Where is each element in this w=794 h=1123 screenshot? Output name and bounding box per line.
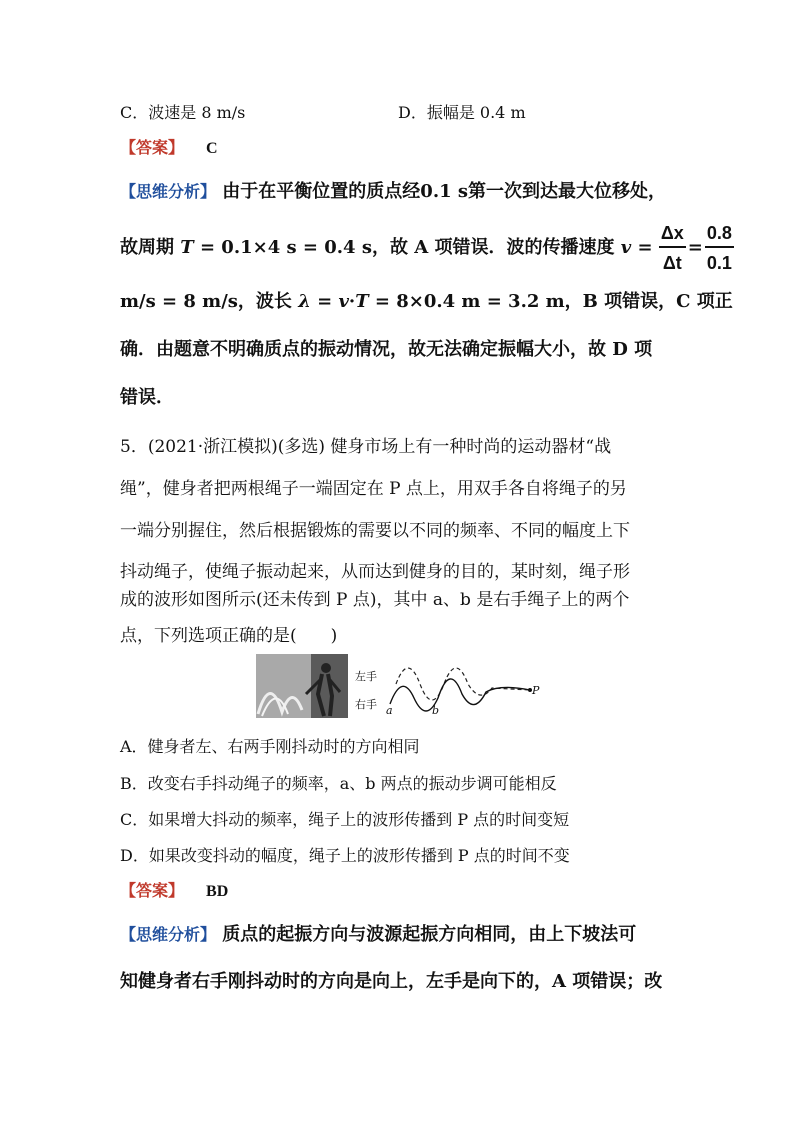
q5-stem-line-2: 绳”，健身者把两根绳子一端固定在 P 点上，用双手各自将绳子的另 [120, 479, 627, 499]
analysis-text: = [310, 291, 339, 312]
analysis-text: = 0.1×4 s = 0.4 s，故 A 项错误．波的传播速度 [193, 237, 621, 258]
q5-stem-line-6: 点，下列选项正确的是( ) [120, 626, 338, 646]
q5-option-a: A．健身者左、右两手刚抖动时的方向相同 [120, 737, 420, 756]
left-hand-label: 左手 [355, 670, 377, 683]
q4-answer-row [120, 135, 218, 158]
wave-diagram [350, 654, 546, 718]
symbol-T: T [355, 291, 369, 312]
point-p-label: P [532, 684, 540, 697]
q4-option-c: C．波速是 8 m/s [120, 103, 246, 122]
answer-tag: 【答案】 [120, 138, 185, 157]
analysis-text: = 8×0.4 m = 3.2 m，B 项错误，C 项正 [368, 291, 733, 312]
fraction-numerator: 0.8 [705, 224, 734, 248]
q5-analysis-line-2: 知健身者右手刚抖动时的方向是向上，左手是向下的，A 项错误；改 [120, 971, 663, 992]
analysis-tag: 【思维分析】 [120, 182, 217, 201]
analysis-text: 质点的起振方向与波源起振方向相同，由上下坡法可 [222, 924, 637, 945]
q5-stem-line-1: 5．(2021·浙江模拟)(多选) 健身市场上有一种时尚的运动器材“战 [120, 437, 612, 457]
q4-option-d: D．振幅是 0.4 m [398, 103, 526, 122]
fraction-denominator: Δt [662, 253, 682, 273]
right-hand-label: 右手 [355, 698, 377, 711]
q5-option-b: B．改变右手抖动绳子的频率，a、b 两点的振动步调可能相反 [120, 774, 557, 793]
point-b-label: b [432, 704, 440, 717]
battle-rope-figure [256, 654, 546, 718]
q5-option-d: D．如果改变抖动的幅度，绳子上的波形传播到 P 点的时间不变 [120, 846, 570, 865]
answer-tag: 【答案】 [120, 881, 185, 900]
q4-analysis-line-3 [120, 287, 733, 313]
point-a-label: a [386, 704, 393, 717]
q5-stem-line-5: 成的波形如图所示(还未传到 P 点)，其中 a、b 是右手绳子上的两个 [120, 590, 630, 610]
symbol-T: T [180, 237, 194, 258]
analysis-tag: 【思维分析】 [120, 925, 217, 944]
q5-stem-line-3: 一端分别握住，然后根据锻炼的需要以不同的频率、不同的幅度上下 [120, 521, 630, 541]
q4-analysis-line-5: 错误． [120, 387, 174, 408]
fraction-denominator: 0.1 [706, 253, 732, 273]
answer-value: C [206, 140, 218, 157]
q5-option-c: C．如果增大抖动的频率，绳子上的波形传播到 P 点的时间变短 [120, 810, 570, 829]
fraction-numerator: Δx [659, 224, 686, 248]
dot-operator: · [348, 291, 356, 312]
analysis-text: 故周期 [120, 237, 181, 258]
q4-analysis-line-1 [120, 177, 666, 203]
equals-sign: = [631, 237, 659, 258]
equals-sign: = [687, 237, 703, 258]
symbol-v: v [338, 291, 349, 312]
answer-value: BD [206, 883, 229, 900]
analysis-text: m/s = 8 m/s，波长 [120, 291, 299, 312]
symbol-lambda: λ [298, 291, 311, 312]
q5-stem-line-4: 抖动绳子，使绳子振动起来，从而达到健身的目的，某时刻，绳子形 [120, 562, 630, 582]
symbol-v: v [620, 237, 632, 258]
q4-analysis-line-2 [120, 224, 734, 272]
athlete-photo [256, 654, 348, 718]
fraction-dx-dt [659, 224, 686, 272]
q5-analysis-line-1 [120, 920, 636, 946]
q5-answer-row [120, 878, 228, 901]
q4-analysis-line-4: 确．由题意不明确质点的振动情况，故无法确定振幅大小，故 D 项 [120, 339, 653, 360]
fraction-values [705, 224, 734, 272]
analysis-text: 由于在平衡位置的质点经0.1 s第一次到达最大位移处， [222, 181, 667, 202]
